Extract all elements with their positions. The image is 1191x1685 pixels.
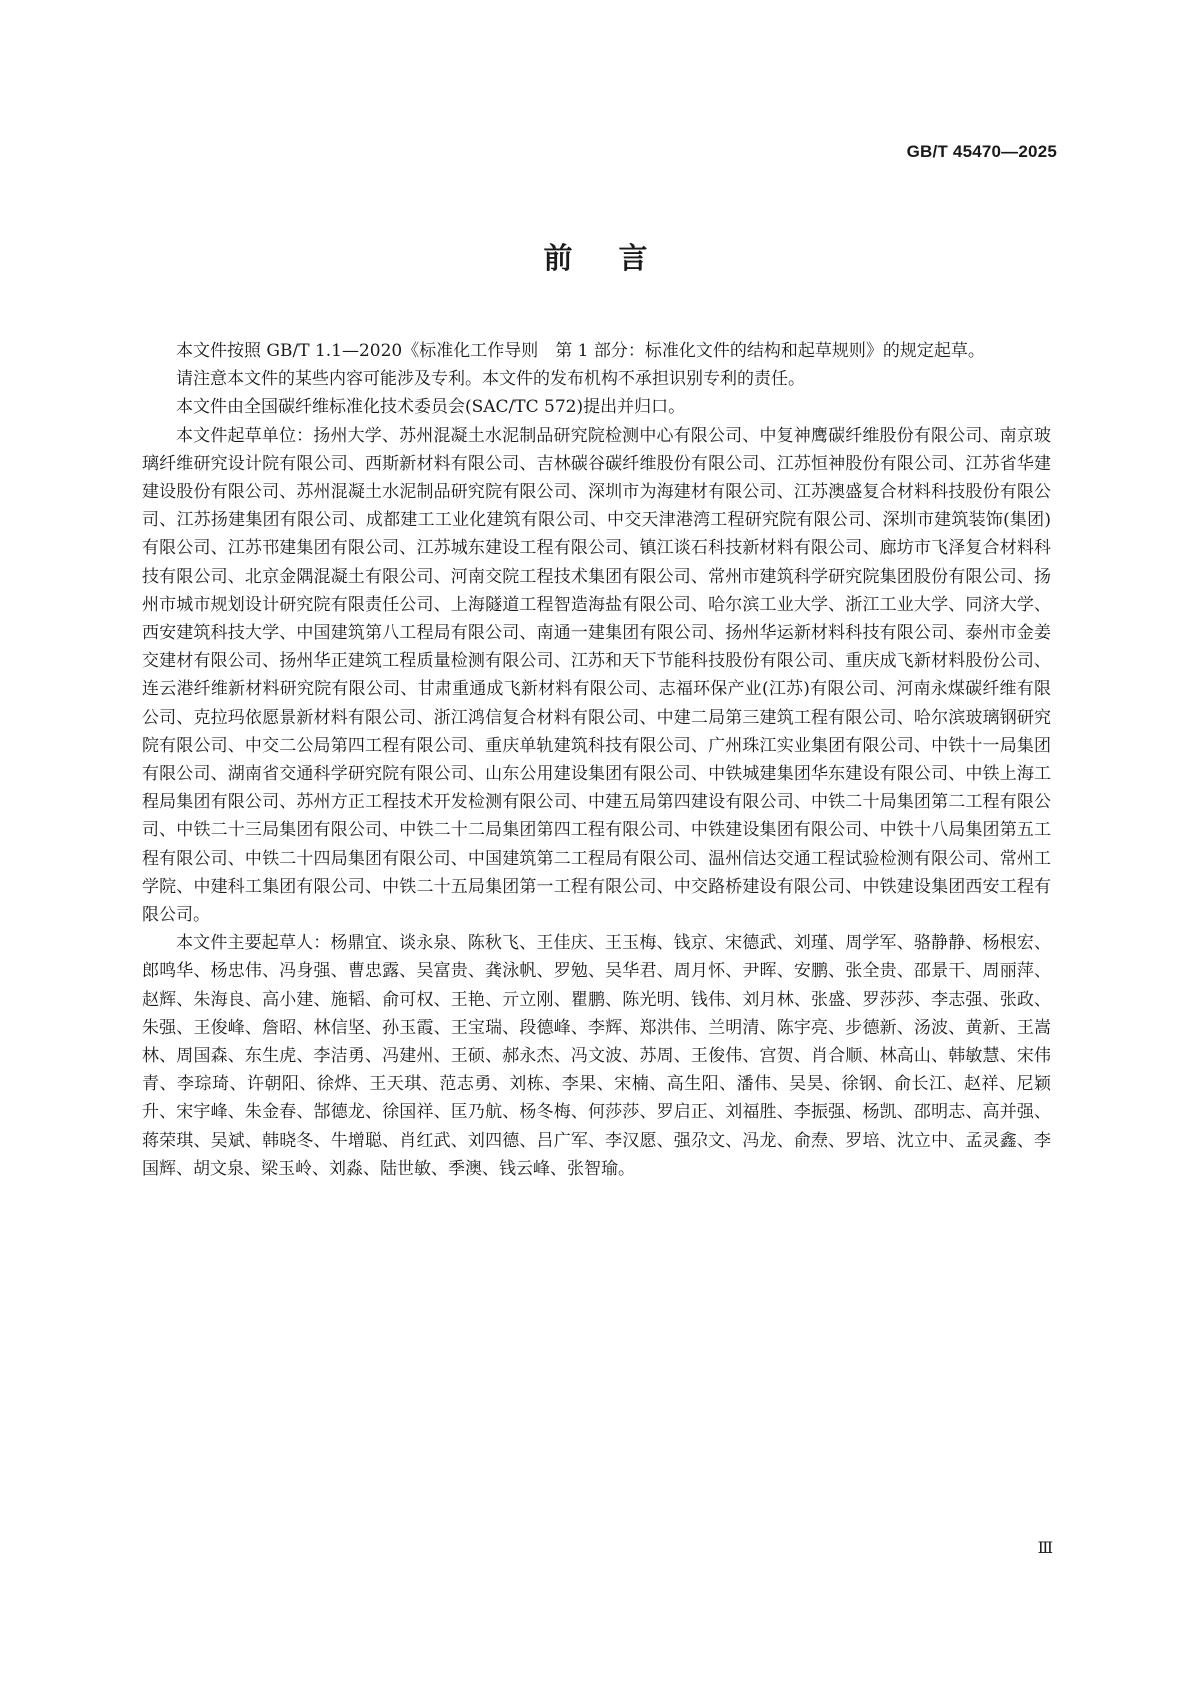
paragraph-patent-notice: 请注意本文件的某些内容可能涉及专利。本文件的发布机构不承担识别专利的责任。 xyxy=(176,369,805,390)
paragraph-drafting-rules: 本文件按照 GB/T 1.1—2020《标准化工作导则 第 1 部分：标准化文件的结构和起草规则》的规定起草。 xyxy=(176,341,985,361)
page-number: Ⅲ xyxy=(1037,1540,1053,1557)
standard-code: GB/T 45470—2025 xyxy=(906,142,1057,161)
paragraph-proposer: 本文件由全国碳纤维标准化技术委员会(SAC/TC 572)提出并归口。 xyxy=(176,397,686,418)
page-title: 前言 xyxy=(543,241,694,275)
paragraph-drafting-units: 本文件起草单位：扬州大学、苏州混凝土水泥制品研究院检测中心有限公司、中复神鹰碳纤维股份有限公司、南京玻璃纤维研究设计院有限公司、西斯新材料有限公司、吉林碳谷碳纤维股份有限公司、江苏恒神股份有限公司、江苏省华建建设股份有限公司、苏州混凝土水泥制品研究院有限公司、深圳市为海建材有限公司、江苏澳盛复合材料科技股份有限公司、江苏扬建集团有限公司、成都建工工业化建筑有限公司、中交天津港湾工程研究院有限公司、深圳市建筑装饰(集团)有限公司、江苏邗建集团有限公司、江苏城东建设工程有限公司、镇江谈石科技新材料有限公司、廊坊市飞泽复合材料科技有限公司、北京金隅混凝土有限公司、河南交院工程技术集团有限公司、常州市建筑科学研究院集团股份有限公司、扬州市城市规划设计研究院有限责任公司、上海隧道工程智造海盐有限公司、哈尔滨工业大学、浙江工业大学、同济大学、西安建筑科技大学、中国建筑第八工程局有限公司、南通一建集团有限公司、扬州华运新材料科技有限公司、泰州市金姜交建材有限公司、扬州华正建筑工程质量检测有限公司、江苏和天下节能科技股份有限公司、重庆成飞新材料股份公司、连云港纤维新材料研究院有限公司、甘肃重通成飞新材料有限公司、志福环保产业(江苏)有限公司、河南永煤碳纤维有限公司、克拉玛依愿景新材料有限公司、浙江鸿信复合材料有限公司、中建二局第三建筑工程有限公司、哈尔滨玻璃钢研究院有限公司、中交二公局第四工程有限公司、重庆单轨建筑科技有限公司、广州珠江实业集团有限公司、中铁十一局集团有限公司、湖南省交通科学研究院有限公司、山东公用建设集团有限公司、中铁城建集团华东建设有限公司、中铁上海工程局集团有限公司、苏州方正工程技术开发检测有限公司、中建五局第四建设有限公司、中铁二十局集团第二工程有限公司、中铁二十三局集团有限公司、中铁二十二局集团第四工程有限公司、中铁建设集团有限公司、中铁十八局集团第五工程有限公司、中铁二十四局集团有限公司、中国建筑第二工程局有限公司、温州信达交通工程试验检测有限公司、常州工学院、中建科工集团有限公司、中铁二十五局集团第一工程有限公司、中交路桥建设有限公司、中铁建设集团西安工程有限公司。 xyxy=(142,425,1051,926)
foreword-body xyxy=(142,337,1051,1183)
paragraph-drafters: 本文件主要起草人：杨鼎宜、谈永泉、陈秋飞、王佳庆、王玉梅、钱京、宋德武、刘瑾、周学军、骆静静、杨根宏、郎鸣华、杨忠伟、冯身强、曹忠露、吴富贵、龚泳帆、罗勉、吴华君、周月怀、尹晖、安鹏、张全贵、邵景干、周丽萍、赵辉、朱海良、高小建、施韬、俞可权、王艳、亓立刚、瞿鹏、陈光明、钱伟、刘月林、张盛、罗莎莎、李志强、张政、朱强、王俊峰、詹昭、林信坚、孙玉霞、王宝瑞、段德峰、李辉、郑洪伟、兰明清、陈宇亮、步德新、汤波、黄新、王嵩林、周国森、东生虎、李洁勇、冯建州、王硕、郝永杰、冯文波、苏周、王俊伟、宫贺、肖合顺、林高山、韩敏慧、宋伟青、李琮琦、许朝阳、徐烨、王天琪、范志勇、刘栋、李果、宋楠、高生阳、潘伟、吴昊、徐钢、俞长江、赵祥、尼颖升、宋宇峰、朱金春、郜德龙、徐国祥、匡乃航、杨冬梅、何莎莎、罗启正、刘福胜、李振强、杨凯、邵明志、高并强、蒋荣琪、吴斌、韩晓冬、牛增聪、肖红武、刘四德、吕广军、李汉愿、强尕文、冯龙、俞焘、罗培、沈立中、孟灵鑫、李国辉、胡文泉、梁玉岭、刘淼、陆世敏、季澳、钱云峰、张智瑜。 xyxy=(142,933,1051,1179)
